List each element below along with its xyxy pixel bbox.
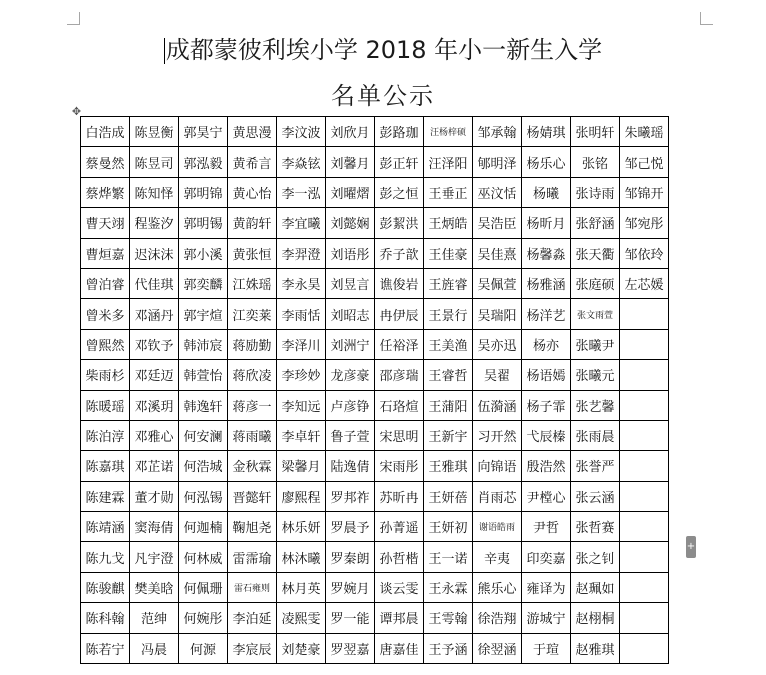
student-name-cell[interactable]: 董才勋 — [130, 481, 179, 511]
expand-icon[interactable]: + — [686, 536, 696, 558]
student-name-cell[interactable]: 李羿澄 — [277, 238, 326, 268]
student-name-cell[interactable]: 张明轩 — [571, 117, 620, 147]
student-name-cell[interactable]: 张艺馨 — [571, 390, 620, 420]
student-name-cell[interactable]: 张雨晨 — [571, 420, 620, 450]
student-name-cell[interactable]: 郭昊宁 — [179, 117, 228, 147]
student-name-cell[interactable]: 何林威 — [179, 542, 228, 572]
student-name-cell[interactable]: 陈九戈 — [81, 542, 130, 572]
student-name-cell[interactable]: 窦海倩 — [130, 512, 179, 542]
student-name-cell[interactable]: 刘昭志 — [326, 299, 375, 329]
empty-cell[interactable] — [620, 420, 669, 450]
student-name-cell[interactable]: 陆逸倩 — [326, 451, 375, 481]
table-row — [81, 299, 669, 329]
student-name-cell[interactable]: 王妍蓓 — [424, 481, 473, 511]
student-name-cell[interactable]: 金秋霖 — [228, 451, 277, 481]
student-name-cell[interactable]: 陈嘉琪 — [81, 451, 130, 481]
student-name-cell[interactable]: 范绅 — [130, 603, 179, 633]
student-name-cell[interactable]: 林沐曦 — [277, 542, 326, 572]
student-name-cell[interactable]: 孙哲楷 — [375, 542, 424, 572]
student-name-cell[interactable]: 石珞煊 — [375, 390, 424, 420]
text-cursor — [164, 38, 165, 64]
student-name-cell[interactable]: 邓溪玥 — [130, 390, 179, 420]
document-title[interactable] — [0, 30, 766, 65]
student-name-cell[interactable]: 张文雨萱 — [571, 299, 620, 329]
empty-cell[interactable] — [620, 360, 669, 390]
student-name-cell[interactable]: 弋辰榛 — [522, 420, 571, 450]
table-row — [81, 329, 669, 359]
student-name-cell[interactable]: 陈骏麒 — [81, 572, 130, 602]
student-name-cell[interactable]: 郇明泽 — [473, 147, 522, 177]
student-name-cell[interactable]: 张誉严 — [571, 451, 620, 481]
student-name-cell[interactable]: 黄张恒 — [228, 238, 277, 268]
student-name-cell[interactable]: 林乐妍 — [277, 512, 326, 542]
student-name-cell[interactable]: 彭路珈 — [375, 117, 424, 147]
student-name-cell[interactable]: 于瑄 — [522, 633, 571, 663]
student-name-cell[interactable]: 何泓锡 — [179, 481, 228, 511]
student-name-cell[interactable]: 宋雨彤 — [375, 451, 424, 481]
student-name-cell[interactable]: 蒋欣凌 — [228, 360, 277, 390]
student-name-cell[interactable]: 刘曜熠 — [326, 177, 375, 207]
table-row — [81, 390, 669, 420]
student-name-cell[interactable]: 殷浩然 — [522, 451, 571, 481]
student-name-cell[interactable]: 陈建霖 — [81, 481, 130, 511]
student-name-cell[interactable]: 何安澜 — [179, 420, 228, 450]
student-name-cell[interactable]: 刘昱言 — [326, 268, 375, 298]
student-name-cell[interactable]: 张云涵 — [571, 481, 620, 511]
student-name-cell[interactable]: 雍译为 — [522, 572, 571, 602]
student-name-cell[interactable]: 柴雨杉 — [81, 360, 130, 390]
student-name-cell[interactable]: 鞠旭尧 — [228, 512, 277, 542]
student-name-cell[interactable]: 罗翌嘉 — [326, 633, 375, 663]
student-name-cell[interactable]: 彭正轩 — [375, 147, 424, 177]
student-name-cell[interactable]: 樊美晗 — [130, 572, 179, 602]
student-name-cell[interactable]: 曾熙然 — [81, 329, 130, 359]
student-name-cell[interactable]: 彭絜洪 — [375, 208, 424, 238]
student-name-cell[interactable]: 刘懿娴 — [326, 208, 375, 238]
student-name-cell[interactable]: 郭小溪 — [179, 238, 228, 268]
student-name-cell[interactable]: 邹锦开 — [620, 177, 669, 207]
student-name-cell[interactable]: 赵珮如 — [571, 572, 620, 602]
student-name-cell[interactable]: 黄思漫 — [228, 117, 277, 147]
student-name-cell[interactable]: 王妍初 — [424, 512, 473, 542]
table-row — [81, 117, 669, 147]
student-name-cell[interactable]: 黄韵轩 — [228, 208, 277, 238]
student-name-cell[interactable]: 陈昱司 — [130, 147, 179, 177]
student-name-cell[interactable]: 张曦尹 — [571, 329, 620, 359]
student-name-cell[interactable]: 迟沫沫 — [130, 238, 179, 268]
student-name-cell[interactable]: 王睿哲 — [424, 360, 473, 390]
student-name-cell[interactable]: 乔子歆 — [375, 238, 424, 268]
student-name-cell[interactable]: 任裕泽 — [375, 329, 424, 359]
student-name-cell[interactable]: 李焱铉 — [277, 147, 326, 177]
student-name-cell[interactable]: 熊乐心 — [473, 572, 522, 602]
student-name-cell[interactable]: 邓钦予 — [130, 329, 179, 359]
student-name-cell[interactable]: 罗邦祚 — [326, 481, 375, 511]
student-name-cell[interactable]: 蒋励勤 — [228, 329, 277, 359]
student-name-cell[interactable]: 徐浩翔 — [473, 603, 522, 633]
student-name-cell[interactable]: 唐嘉佳 — [375, 633, 424, 663]
student-name-cell[interactable]: 肖雨芯 — [473, 481, 522, 511]
student-name-cell[interactable]: 郭奕麟 — [179, 268, 228, 298]
student-name-cell[interactable]: 李宜曦 — [277, 208, 326, 238]
student-name-cell[interactable]: 徐翌涵 — [473, 633, 522, 663]
student-name-cell[interactable]: 张之钊 — [571, 542, 620, 572]
student-name-cell[interactable]: 朱曦瑶 — [620, 117, 669, 147]
student-name-cell[interactable]: 张庭硕 — [571, 268, 620, 298]
table-row — [81, 512, 669, 542]
student-name-cell[interactable]: 曹天翊 — [81, 208, 130, 238]
student-name-cell[interactable]: 李泊延 — [228, 603, 277, 633]
student-name-cell[interactable]: 刘语彤 — [326, 238, 375, 268]
table-row — [81, 147, 669, 177]
student-name-cell[interactable]: 李汶波 — [277, 117, 326, 147]
student-name-cell[interactable]: 白浩成 — [81, 117, 130, 147]
student-name-cell[interactable]: 杨曦 — [522, 177, 571, 207]
student-name-cell[interactable]: 陈科翰 — [81, 603, 130, 633]
student-name-cell[interactable]: 刘楚豪 — [277, 633, 326, 663]
student-name-cell[interactable]: 陈暖瑶 — [81, 390, 130, 420]
document-subtitle[interactable]: 名单公示 — [331, 82, 435, 110]
student-name-cell[interactable]: 廖熙程 — [277, 481, 326, 511]
student-name-cell[interactable]: 江奕莱 — [228, 299, 277, 329]
student-name-cell[interactable]: 杨语嫣 — [522, 360, 571, 390]
table-row — [81, 177, 669, 207]
student-name-cell[interactable]: 雷霈瑜 — [228, 542, 277, 572]
empty-cell[interactable] — [620, 512, 669, 542]
student-name-cell[interactable]: 李永昊 — [277, 268, 326, 298]
student-name-cell[interactable]: 何源 — [179, 633, 228, 663]
student-name-cell[interactable]: 宋思明 — [375, 420, 424, 450]
student-name-cell[interactable]: 王予涵 — [424, 633, 473, 663]
student-name-cell[interactable]: 罗一能 — [326, 603, 375, 633]
student-name-cell[interactable]: 吴瑞阳 — [473, 299, 522, 329]
student-name-cell[interactable]: 蒋雨曦 — [228, 420, 277, 450]
student-name-cell[interactable]: 王垂正 — [424, 177, 473, 207]
student-name-cell[interactable]: 陈知怿 — [130, 177, 179, 207]
student-name-cell[interactable]: 李泽川 — [277, 329, 326, 359]
student-name-cell[interactable]: 杨子霏 — [522, 390, 571, 420]
student-name-cell[interactable]: 凡宇澄 — [130, 542, 179, 572]
student-name-cell[interactable]: 韩萱怡 — [179, 360, 228, 390]
student-name-cell[interactable]: 何婉彤 — [179, 603, 228, 633]
student-name-cell[interactable]: 吴亦迅 — [473, 329, 522, 359]
student-name-cell[interactable]: 辛夷 — [473, 542, 522, 572]
empty-cell[interactable] — [620, 329, 669, 359]
student-name-cell[interactable]: 张曦元 — [571, 360, 620, 390]
student-name-cell[interactable]: 蔡曼然 — [81, 147, 130, 177]
table-row — [81, 572, 669, 602]
student-name-cell[interactable]: 习开然 — [473, 420, 522, 450]
student-name-cell[interactable]: 吴浩臣 — [473, 208, 522, 238]
student-name-cell[interactable]: 梁馨月 — [277, 451, 326, 481]
student-name-cell[interactable]: 龙彦豪 — [326, 360, 375, 390]
student-name-cell[interactable]: 巫汶恬 — [473, 177, 522, 207]
empty-cell[interactable] — [620, 481, 669, 511]
student-name-cell[interactable]: 李珍妙 — [277, 360, 326, 390]
student-name-cell[interactable]: 王新宇 — [424, 420, 473, 450]
empty-cell[interactable] — [620, 542, 669, 572]
student-name-cell[interactable]: 邹己悦 — [620, 147, 669, 177]
student-name-cell[interactable]: 何浩城 — [179, 451, 228, 481]
student-name-cell[interactable]: 曾米多 — [81, 299, 130, 329]
student-name-cell[interactable]: 谭邦晨 — [375, 603, 424, 633]
student-name-cell[interactable]: 罗婉月 — [326, 572, 375, 602]
empty-cell[interactable] — [620, 299, 669, 329]
student-name-cell[interactable]: 王一诺 — [424, 542, 473, 572]
student-name-cell[interactable]: 邓涵丹 — [130, 299, 179, 329]
student-name-cell[interactable]: 王景行 — [424, 299, 473, 329]
student-name-cell[interactable]: 陈昱衡 — [130, 117, 179, 147]
student-name-cell[interactable]: 谢语皓雨 — [473, 512, 522, 542]
student-name-cell[interactable]: 张诗雨 — [571, 177, 620, 207]
student-name-cell[interactable]: 卢彦铮 — [326, 390, 375, 420]
student-name-cell[interactable]: 蔡烨繁 — [81, 177, 130, 207]
student-name-cell[interactable]: 韩逸轩 — [179, 390, 228, 420]
student-name-cell[interactable]: 刘馨月 — [326, 147, 375, 177]
student-name-cell[interactable]: 吴佩萱 — [473, 268, 522, 298]
student-name-cell[interactable]: 孙菁遥 — [375, 512, 424, 542]
student-name-cell[interactable]: 黄心怡 — [228, 177, 277, 207]
empty-cell[interactable] — [620, 390, 669, 420]
student-name-cell[interactable]: 印奕嘉 — [522, 542, 571, 572]
student-name-cell[interactable]: 王旌睿 — [424, 268, 473, 298]
student-name-cell[interactable]: 鲁子萱 — [326, 420, 375, 450]
page-corner-top-right — [700, 12, 713, 25]
student-name-cell[interactable]: 赵雅琪 — [571, 633, 620, 663]
student-name-cell[interactable]: 王雩翰 — [424, 603, 473, 633]
student-name-cell[interactable]: 左芯媛 — [620, 268, 669, 298]
student-name-cell[interactable]: 汪泽阳 — [424, 147, 473, 177]
student-name-cell[interactable]: 韩沛宸 — [179, 329, 228, 359]
student-name-cell[interactable]: 陈靖涵 — [81, 512, 130, 542]
move-icon[interactable]: ✥ — [71, 105, 82, 118]
table-row — [81, 481, 669, 511]
student-name-cell[interactable]: 蒋彦一 — [228, 390, 277, 420]
student-name-cell[interactable]: 尹樘心 — [522, 481, 571, 511]
student-roster-table — [80, 116, 669, 664]
table-row — [81, 542, 669, 572]
student-name-cell[interactable]: 彭之恒 — [375, 177, 424, 207]
student-name-cell[interactable]: 江姝瑶 — [228, 268, 277, 298]
student-name-cell[interactable]: 张舒涵 — [571, 208, 620, 238]
student-name-cell[interactable]: 谈云雯 — [375, 572, 424, 602]
document-title-text[interactable]: 成都蒙彼利埃小学 2018 年小一新生入学 — [165, 36, 603, 64]
student-name-cell[interactable]: 何迦楠 — [179, 512, 228, 542]
student-name-cell[interactable]: 刘欣月 — [326, 117, 375, 147]
student-name-cell[interactable]: 王美渔 — [424, 329, 473, 359]
table-row — [81, 238, 669, 268]
student-name-cell[interactable]: 杨乐心 — [522, 147, 571, 177]
student-name-cell[interactable]: 黄希言 — [228, 147, 277, 177]
student-name-cell[interactable]: 杨亦 — [522, 329, 571, 359]
student-name-cell[interactable]: 代佳琪 — [130, 268, 179, 298]
student-name-cell[interactable]: 邓廷迈 — [130, 360, 179, 390]
student-name-cell[interactable]: 王蒲阳 — [424, 390, 473, 420]
student-name-cell[interactable]: 杨昕月 — [522, 208, 571, 238]
student-name-cell[interactable]: 王佳豪 — [424, 238, 473, 268]
student-name-cell[interactable]: 张哲赛 — [571, 512, 620, 542]
student-name-cell[interactable]: 李雨恬 — [277, 299, 326, 329]
student-name-cell[interactable]: 邵彦瑞 — [375, 360, 424, 390]
student-name-cell[interactable]: 王雅琪 — [424, 451, 473, 481]
page-corner-top-left — [67, 12, 80, 25]
student-name-cell[interactable]: 郭明锦 — [179, 177, 228, 207]
empty-cell[interactable] — [620, 603, 669, 633]
student-name-cell[interactable]: 王永霖 — [424, 572, 473, 602]
student-name-cell[interactable]: 程鉴汐 — [130, 208, 179, 238]
student-name-cell[interactable]: 郭宇煊 — [179, 299, 228, 329]
student-name-cell[interactable]: 郭泓毅 — [179, 147, 228, 177]
student-name-cell[interactable]: 凌熙雯 — [277, 603, 326, 633]
student-name-cell[interactable]: 李一泓 — [277, 177, 326, 207]
student-name-cell[interactable]: 何佩珊 — [179, 572, 228, 602]
student-name-cell[interactable]: 曾泊睿 — [81, 268, 130, 298]
student-name-cell[interactable]: 罗晨予 — [326, 512, 375, 542]
student-name-cell[interactable]: 冯晨 — [130, 633, 179, 663]
student-name-cell[interactable]: 赵栩桐 — [571, 603, 620, 633]
student-name-cell[interactable]: 吴佳熹 — [473, 238, 522, 268]
student-name-cell[interactable]: 刘洲宁 — [326, 329, 375, 359]
table-row — [81, 451, 669, 481]
empty-cell[interactable] — [620, 633, 669, 663]
student-name-cell[interactable]: 伍漪涵 — [473, 390, 522, 420]
student-name-cell[interactable]: 陈泊淳 — [81, 420, 130, 450]
student-name-cell[interactable]: 林月英 — [277, 572, 326, 602]
student-name-cell[interactable]: 晋懿轩 — [228, 481, 277, 511]
table-row — [81, 420, 669, 450]
student-name-cell[interactable]: 张天衢 — [571, 238, 620, 268]
student-name-cell[interactable]: 邹承翰 — [473, 117, 522, 147]
student-name-cell[interactable]: 罗秦朗 — [326, 542, 375, 572]
table-row — [81, 208, 669, 238]
student-name-cell[interactable]: 邹依玲 — [620, 238, 669, 268]
student-name-cell[interactable]: 尹哲 — [522, 512, 571, 542]
student-name-cell[interactable]: 雷石雍则 — [228, 572, 277, 602]
student-name-cell[interactable]: 李宸辰 — [228, 633, 277, 663]
student-name-cell[interactable]: 曹烜嘉 — [81, 238, 130, 268]
table-row — [81, 603, 669, 633]
student-name-cell[interactable]: 杨洋艺 — [522, 299, 571, 329]
empty-cell[interactable] — [620, 572, 669, 602]
student-name-cell[interactable]: 邓雅心 — [130, 420, 179, 450]
student-name-cell[interactable]: 李知远 — [277, 390, 326, 420]
student-name-cell[interactable]: 冉伊辰 — [375, 299, 424, 329]
student-name-cell[interactable]: 杨婧琪 — [522, 117, 571, 147]
student-name-cell[interactable]: 汪杨梓硕 — [424, 117, 473, 147]
table-row — [81, 268, 669, 298]
empty-cell[interactable] — [620, 451, 669, 481]
student-name-cell[interactable]: 游城宁 — [522, 603, 571, 633]
student-name-cell[interactable]: 苏昕冉 — [375, 481, 424, 511]
student-name-cell[interactable]: 杨雅涵 — [522, 268, 571, 298]
table-row — [81, 633, 669, 663]
student-name-cell[interactable]: 张铭 — [571, 147, 620, 177]
student-name-cell[interactable]: 谯俊岩 — [375, 268, 424, 298]
table-row — [81, 360, 669, 390]
student-name-cell[interactable]: 郭明锡 — [179, 208, 228, 238]
student-name-cell[interactable]: 王炳皓 — [424, 208, 473, 238]
student-name-cell[interactable]: 向锦语 — [473, 451, 522, 481]
roster-body — [81, 117, 669, 664]
student-name-cell[interactable]: 李卓轩 — [277, 420, 326, 450]
student-name-cell[interactable]: 邹宛彤 — [620, 208, 669, 238]
student-name-cell[interactable]: 邓芷诺 — [130, 451, 179, 481]
student-name-cell[interactable]: 陈若宁 — [81, 633, 130, 663]
student-name-cell[interactable]: 杨馨淼 — [522, 238, 571, 268]
student-name-cell[interactable]: 吴翟 — [473, 360, 522, 390]
